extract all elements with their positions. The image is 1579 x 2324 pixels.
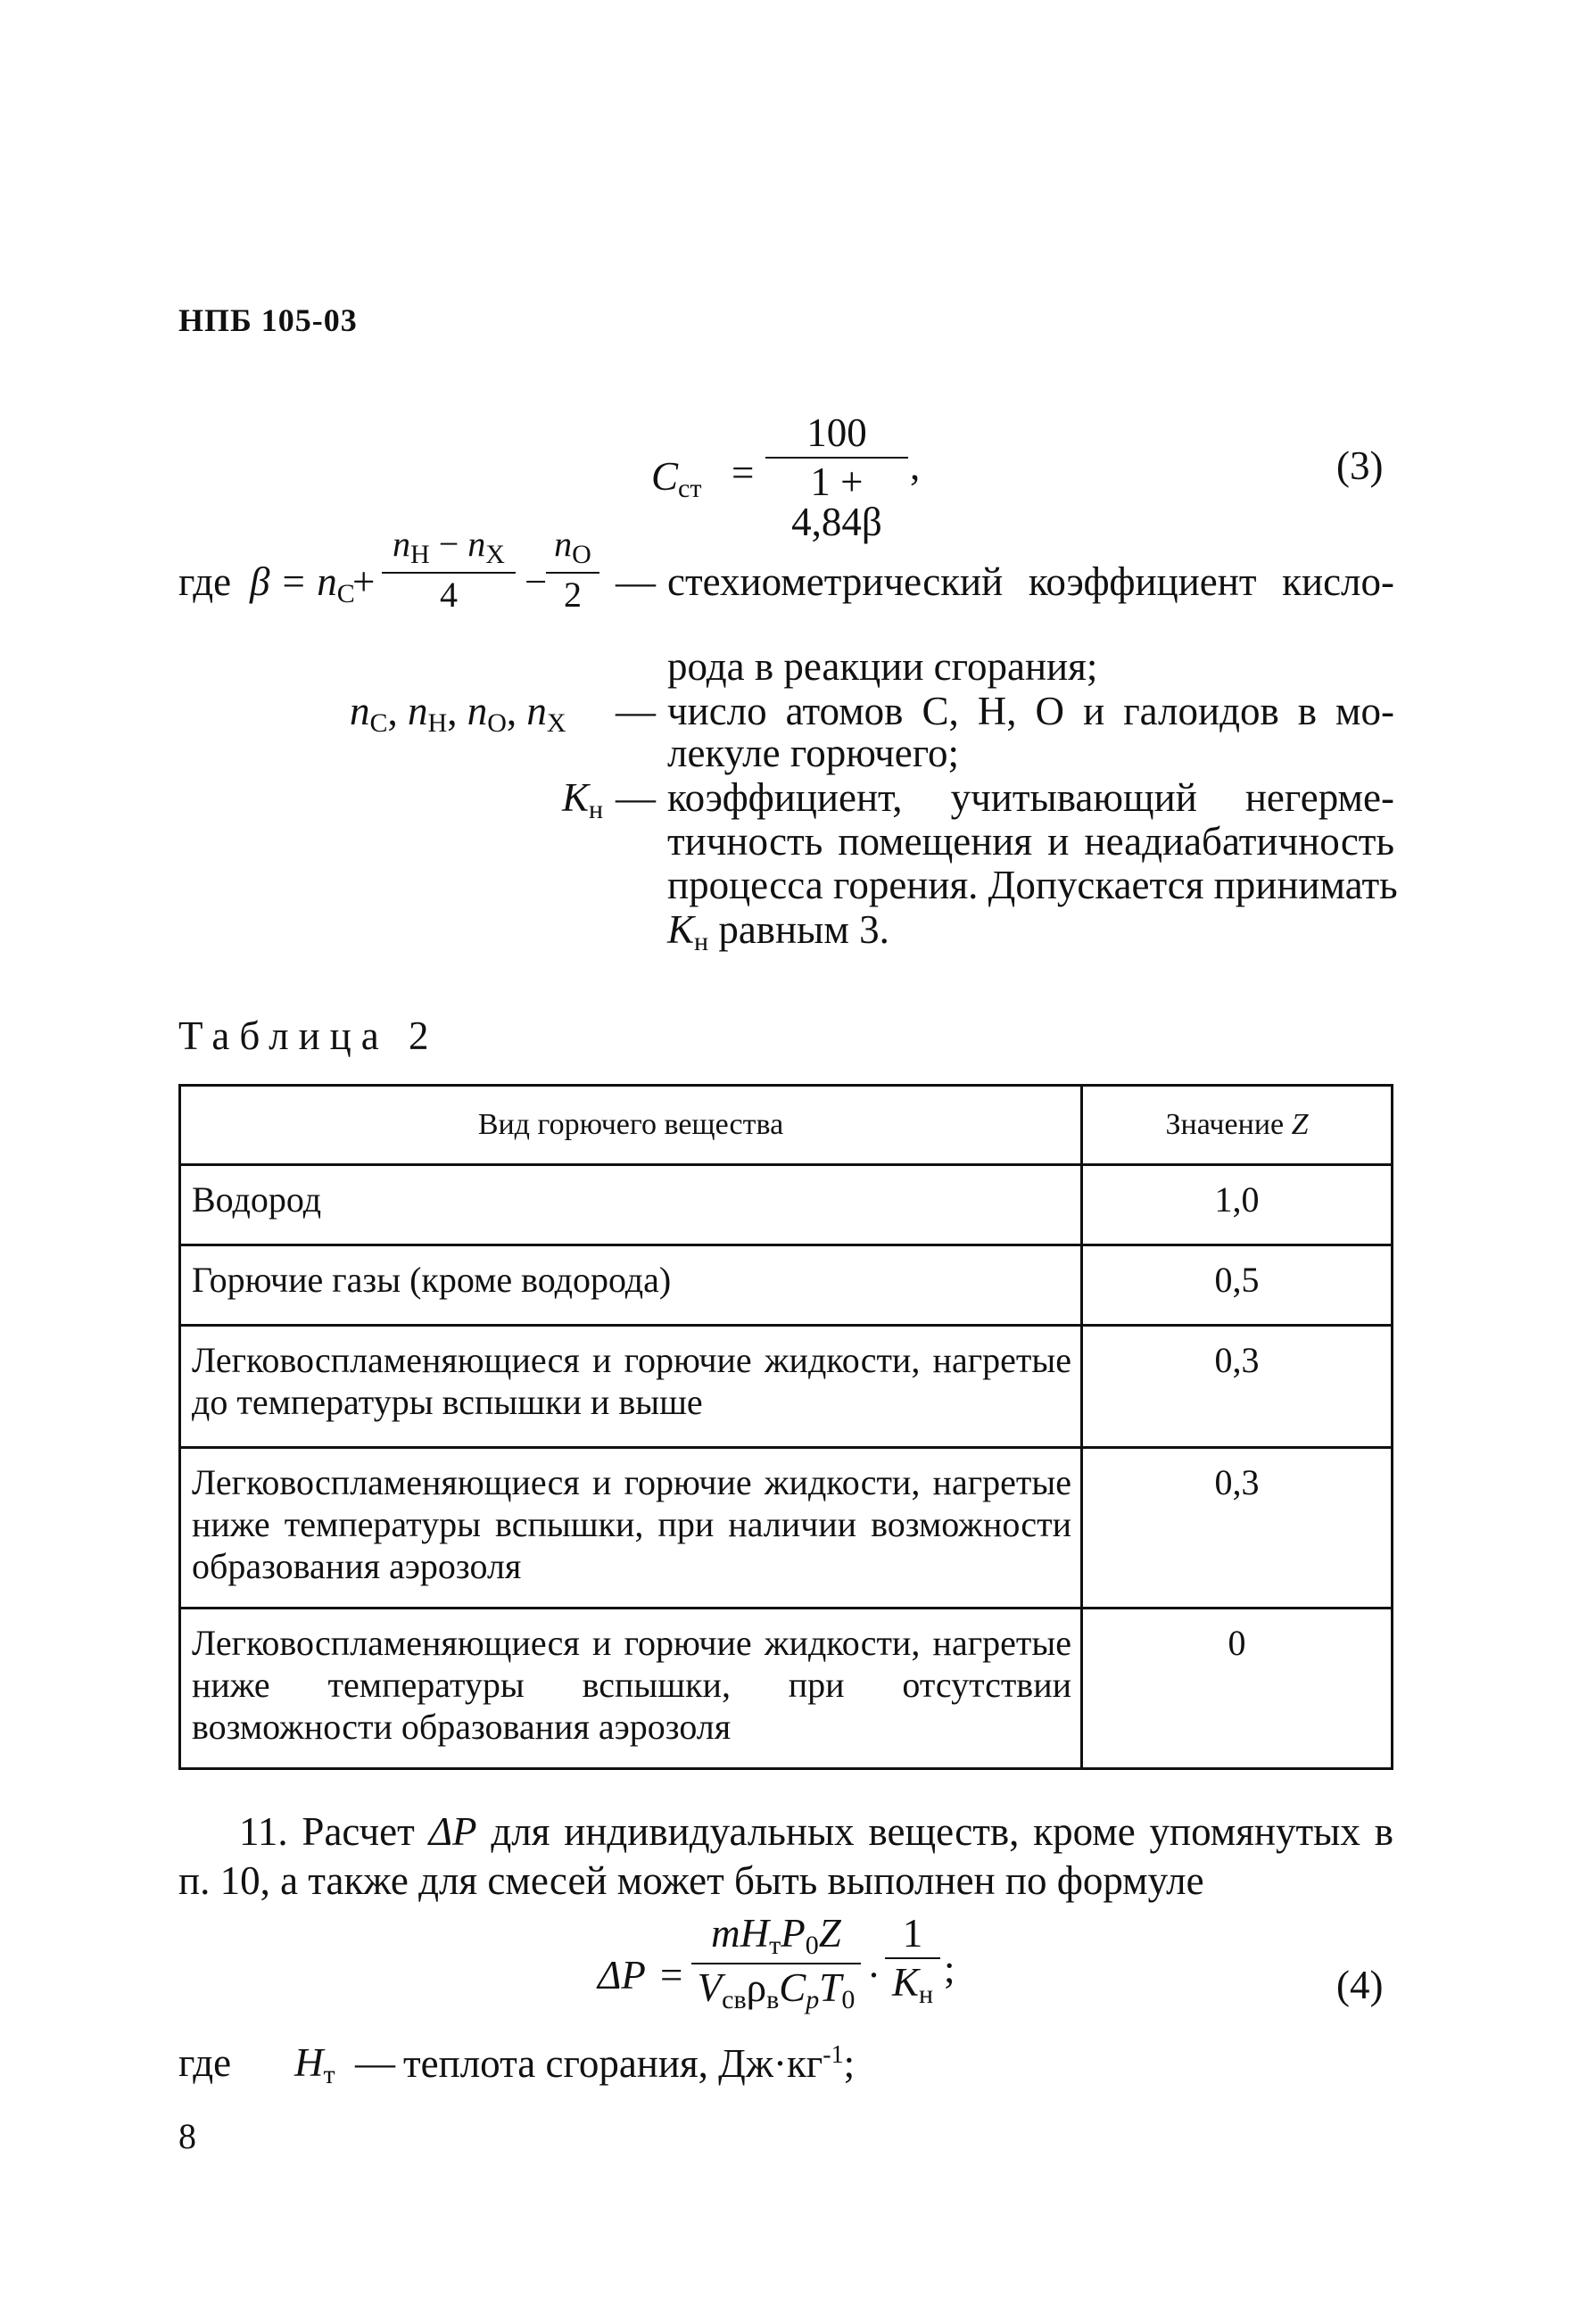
f4-c-sub: p [806, 1985, 820, 2014]
p11-text-b: для индивидуальных веществ, кроме упомянутых в [476, 1809, 1393, 1854]
k-inline-text: равным 3. [718, 907, 889, 952]
table-row [180, 1326, 1393, 1448]
formula-3-trail: , [910, 443, 921, 488]
frac2-n-sub: O [572, 540, 591, 569]
n-comma-2: , [447, 689, 458, 733]
formula-4-denominator [691, 1964, 861, 2014]
frac1-na: n [393, 524, 411, 564]
f4-v: V [697, 1965, 723, 2010]
row-value: 0,3 [1082, 1326, 1393, 1448]
paragraph-11-line-1 [239, 1807, 1393, 1857]
beta-lhs-text: β = n [250, 559, 337, 604]
f4-rho-sub: в [766, 1985, 780, 2014]
p11-delta-p: ΔP [428, 1809, 477, 1854]
f4-t-sub: 0 [841, 1985, 856, 2014]
formula-4-trail: ; [944, 1947, 955, 1991]
row-name: Легковоспламеняющиеся и горючие жидкости, нагретые до температуры вспышки и выше [180, 1326, 1082, 1448]
formula-3-denominator: 1 + 4,84β [791, 459, 882, 544]
row-name: Легковоспламеняющиеся и горючие жидкости, нагретые ниже температуры вспышки, при наличии возможности образования аэрозоля [180, 1448, 1082, 1609]
beta-minus: − [525, 559, 548, 604]
beta-fraction-2-denominator: 2 [564, 575, 582, 615]
n-symbols [350, 691, 566, 737]
table-row [180, 1609, 1393, 1769]
f4-z: Z [818, 1911, 841, 1956]
frac1-nb-sub: X [485, 540, 505, 569]
frac1-na-sub: H [410, 540, 430, 569]
table-row [180, 1165, 1393, 1245]
n-c-sym: n [350, 689, 370, 733]
p11-text-a: 11. Расчет [239, 1809, 429, 1854]
n-h-sym: n [408, 689, 428, 733]
header-z-value [1082, 1086, 1393, 1165]
k-text-line-4 [667, 907, 889, 956]
frac1-nb: n [467, 524, 486, 564]
ht-where-label: где [178, 2040, 232, 2085]
f4-t: T [819, 1965, 842, 2010]
beta-fraction-1 [382, 526, 516, 613]
n-text-line-1: число атомов С, Н, О и галоидов в мо- [667, 689, 1394, 733]
k-sym: K [562, 775, 590, 820]
formula-4-lhs: ΔP [598, 1953, 646, 1997]
formula-4-dot: · [867, 1953, 880, 1997]
formula-3-symbol: C [651, 454, 679, 499]
f4-mh-sub: т [769, 1931, 781, 1960]
n-c-sub: C [369, 708, 388, 738]
document-code: НПБ 105-03 [178, 302, 358, 338]
ht-text-sup: -1 [823, 2041, 844, 2069]
frac1-minus: − [429, 524, 468, 564]
ht-text-main: теплота сгорания, Дж·кг [403, 2041, 823, 2086]
header-z-text: Значение [1165, 1108, 1292, 1141]
row-value: 0,3 [1082, 1448, 1393, 1609]
row-name: Легковоспламеняющиеся и горючие жидкости, нагретые ниже температуры вспышки, при отсутствии возможности образования аэрозоля [180, 1609, 1082, 1769]
formula-3-fraction [765, 410, 908, 544]
formula-4-numerator [691, 1911, 861, 1964]
ht-dash: — [355, 2040, 395, 2085]
f4-p: P [781, 1911, 806, 1956]
row-value: 0,5 [1082, 1245, 1393, 1326]
k-text-line-3: процесса горения. Допускается принимать [667, 863, 1398, 907]
f4-mh: mH [711, 1911, 770, 1956]
frac2-n: n [554, 524, 573, 564]
formula-4-equals: = [660, 1953, 683, 1997]
f4-rho: ρ [746, 1965, 767, 2010]
k-symbol [562, 775, 604, 824]
where-label: где [178, 559, 232, 604]
n-o-sym: n [467, 689, 488, 733]
n-comma-3: , [506, 689, 517, 733]
k-inline-sub: н [694, 927, 709, 956]
row-name: Водород [180, 1165, 1082, 1245]
row-name: Горючие газы (кроме водорода) [180, 1245, 1082, 1326]
table-header-row [180, 1086, 1393, 1165]
formula-3-symbol-sub: ст [678, 474, 702, 503]
beta-fraction-1-numerator [382, 526, 516, 574]
n-comma-1: , [387, 689, 398, 733]
ht-sym: H [294, 2040, 324, 2085]
f4-k: K [891, 1960, 919, 2005]
f4-c: C [779, 1965, 806, 2010]
n-x-sym: n [526, 689, 547, 733]
table-caption: Таблица 2 [178, 1013, 439, 1058]
formula-4-fraction-1 [691, 1911, 861, 2014]
beta-plus: + [352, 559, 376, 604]
combustible-z-table [178, 1084, 1393, 1770]
ht-sub: т [323, 2060, 335, 2089]
paragraph-11-line-2: п. 10, а также для смесей может быть выполнен по формуле [178, 1858, 1204, 1903]
beta-fraction-2 [546, 526, 599, 613]
n-h-sub: H [427, 708, 448, 738]
formula-3-lhs [651, 454, 702, 503]
beta-lhs [250, 559, 355, 608]
ht-text-end: ; [843, 2041, 856, 2086]
formula-3-numerator: 100 [765, 413, 908, 459]
f4-p-sub: 0 [805, 1931, 819, 1960]
table-row [180, 1245, 1393, 1326]
header-z-symbol: Z [1291, 1108, 1309, 1141]
formula-4-denominator-2 [885, 1959, 940, 2008]
k-text-line-2: тичность помещения и неадиабатичность [667, 819, 1394, 864]
formula-3-number: (3) [1336, 443, 1384, 488]
beta-lhs-sub: C [336, 579, 355, 608]
table-row [180, 1448, 1393, 1609]
formula-4-fraction-2 [885, 1911, 940, 2009]
formula-3-equals: = [732, 451, 755, 495]
f4-v-sub: св [722, 1985, 747, 2014]
page-number: 8 [178, 2116, 196, 2156]
n-dash: — [616, 689, 656, 733]
n-o-sub: O [487, 708, 507, 738]
header-substance: Вид горючего вещества [180, 1086, 1082, 1165]
formula-4-number: (4) [1336, 1963, 1384, 2007]
beta-fraction-2-numerator [546, 526, 599, 574]
n-text-line-2: лекуле горючего; [667, 731, 960, 775]
ht-text [403, 2043, 855, 2084]
beta-text-line-1: стехиометрический коэффициент кисло- [667, 559, 1394, 604]
k-text-line-1: коэффициент, учитывающий негерме- [667, 775, 1394, 820]
row-value: 1,0 [1082, 1165, 1393, 1245]
ht-symbol [294, 2040, 335, 2089]
k-inline-sym: K [667, 907, 695, 952]
row-value: 0 [1082, 1609, 1393, 1769]
f4-k-sub: н [918, 1980, 934, 2009]
formula-4-numerator-2: 1 [885, 1914, 940, 1959]
n-x-sub: X [546, 708, 566, 738]
k-dash: — [616, 775, 656, 820]
beta-fraction-1-denominator: 4 [440, 575, 458, 615]
k-sub: н [589, 795, 604, 824]
beta-dash: — [616, 559, 656, 604]
beta-text-line-2: рода в реакции сгорания; [667, 644, 1098, 689]
